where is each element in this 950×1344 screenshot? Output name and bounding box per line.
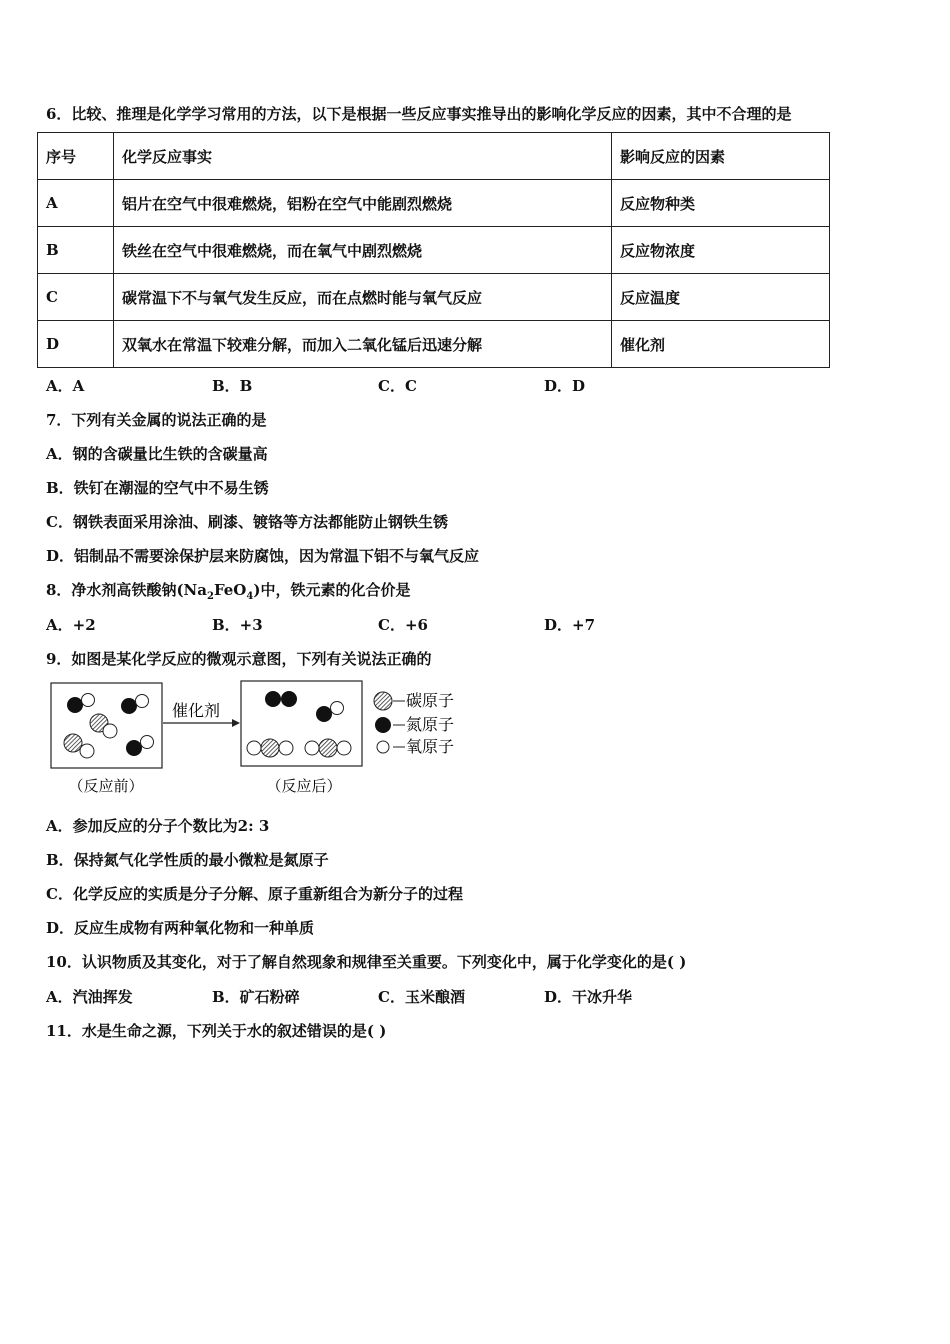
legend-nitrogen: 氮原子 [406,715,455,734]
table-cell: B [38,227,114,274]
legend-oxygen: 氧原子 [406,737,455,756]
before-molecules [64,694,154,759]
q8-option-d[interactable]: D．+7 [544,616,596,634]
table-row [38,180,830,227]
q9-option-b[interactable]: B．保持氮气化学性质的最小微粒是氮原子 [46,851,329,869]
table-cell: C [38,274,114,321]
q6-option-b[interactable]: B．B [212,377,253,395]
table-header-cell: 影响反应的因素 [612,133,830,180]
table-cell: 铝片在空气中很难燃烧，铝粉在空气中能剧烈燃烧 [114,180,612,227]
q9-option-a[interactable]: A．参加反应的分子个数比为2: 3 [46,817,270,835]
reaction-micro-diagram [46,678,486,798]
q10-options [46,986,710,1007]
table-cell: 反应物浓度 [612,227,830,274]
table-cell: 双氧水在常温下较难分解，而加入二氧化锰后迅速分解 [114,321,612,368]
table-cell: 碳常温下不与氧气发生反应，而在点燃时能与氧气反应 [114,274,612,321]
q10-option-b[interactable]: B．矿石粉碎 [212,988,300,1006]
carbon-atom-icon [374,692,392,710]
q11-stem: 11．水是生命之源，下列关于水的叙述错误的是( ) [46,1022,387,1040]
table-cell: 反应温度 [612,274,830,321]
q7-stem: 7．下列有关金属的说法正确的是 [46,411,267,429]
table-cell: 铁丝在空气中很难燃烧，而在氧气中剧烈燃烧 [114,227,612,274]
q6-stem: 6．比较、推理是化学学习常用的方法，以下是根据一些反应事实推导出的影响化学反应的因素，其中不合理的是 [46,105,792,123]
q10-option-d[interactable]: D．干冰升华 [544,988,633,1006]
q6-options [46,375,710,396]
table-header-cell: 序号 [38,133,114,180]
after-caption: （反应后） [266,777,342,795]
q9-stem: 9．如图是某化学反应的微观示意图，下列有关说法正确的 [46,650,432,668]
table-row [38,227,830,274]
legend [374,691,454,756]
q10-stem: 10．认识物质及其变化，对于了解自然现象和规律至关重要。下列变化中，属于化学变化的是( ) [46,953,687,971]
catalyst-label: 催化剂 [171,701,221,720]
legend-carbon: 碳原子 [406,691,455,710]
table-cell: 反应物种类 [612,180,830,227]
q7-option-c[interactable]: C．钢铁表面采用涂油、刷漆、镀铬等方法都能防止钢铁生锈 [46,513,448,531]
table-cell: A [38,180,114,227]
q10-option-c[interactable]: C．玉米酿酒 [378,988,465,1006]
q8-option-a[interactable]: A．+2 [46,616,96,634]
q10-option-a[interactable]: A．汽油挥发 [46,988,133,1006]
q7-option-a[interactable]: A．钢的含碳量比生铁的含碳量高 [46,445,268,463]
q8-options [46,614,710,635]
q9-option-c[interactable]: C．化学反应的实质是分子分解、原子重新组合为新分子的过程 [46,885,463,903]
table-header-row [38,133,830,180]
q8-stem: 8．净水剂高铁酸钠$(Na_2FeO_4)$中，铁元素的化合价是 [46,581,411,602]
q7-option-d[interactable]: D．铝制品不需要涂保护层来防腐蚀，因为常温下铝不与氧气反应 [46,547,480,565]
q8-option-c[interactable]: C．+6 [378,616,428,634]
q8-option-b[interactable]: B．+3 [212,616,263,634]
q7-option-b[interactable]: B．铁钉在潮湿的空气中不易生锈 [46,479,269,497]
after-molecules [247,691,351,757]
table-row [38,274,830,321]
oxygen-atom-icon [377,741,389,753]
table-cell: D [38,321,114,368]
table-cell: 催化剂 [612,321,830,368]
before-caption: （反应前） [68,777,144,795]
q6-option-a[interactable]: A．A [46,377,85,395]
q6-option-d[interactable]: D．D [544,377,586,395]
q9-option-d[interactable]: D．反应生成物有两种氧化物和一种单质 [46,919,315,937]
table-header-cell: 化学反应事实 [114,133,612,180]
nitrogen-atom-icon [375,717,391,733]
q6-option-c[interactable]: C．C [378,377,417,395]
table-row [38,321,830,368]
reaction-facts-table [37,132,830,368]
